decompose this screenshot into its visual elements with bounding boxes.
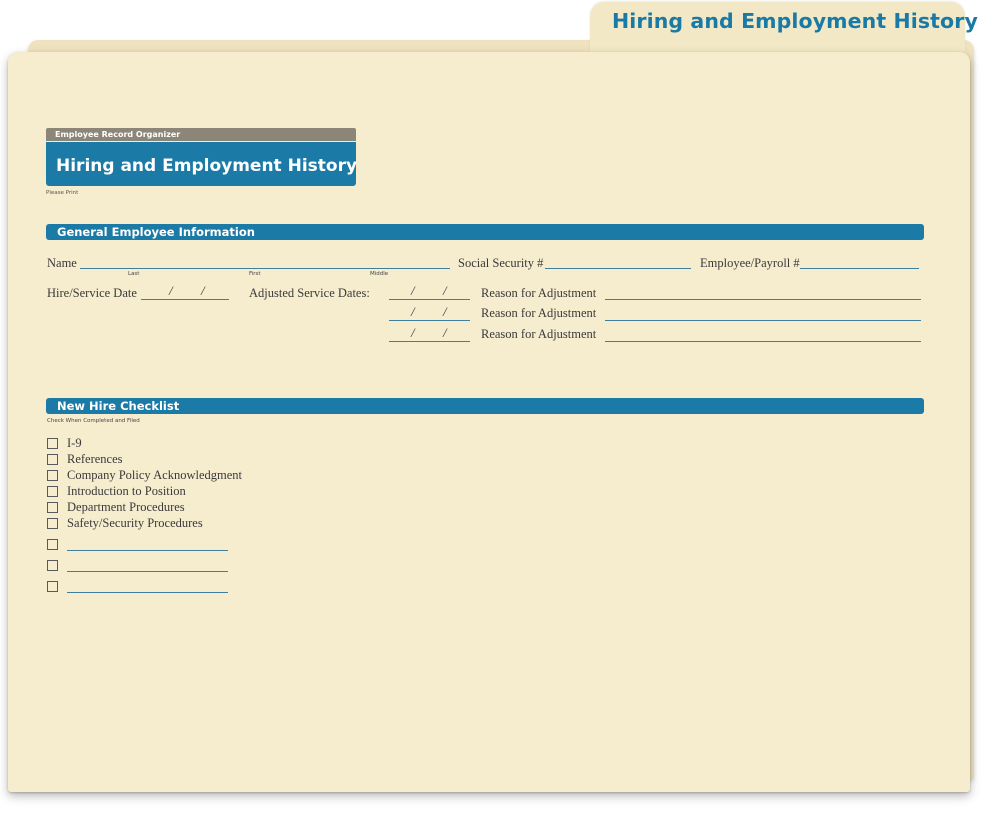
adjusted-date-slash: / [411, 304, 415, 319]
adjusted-date-field-line[interactable] [389, 320, 470, 321]
checklist-section-header: New Hire Checklist [46, 398, 924, 414]
checkbox-safety-security[interactable] [47, 518, 58, 529]
adjusted-dates-label: Adjusted Service Dates: [249, 286, 370, 300]
blank-item-line[interactable] [67, 571, 228, 572]
please-print-note: Please Print [46, 190, 79, 196]
checklist-item-label: I-9 [67, 436, 82, 450]
adjusted-date-slash: / [411, 283, 415, 298]
checklist-item-label: Safety/Security Procedures [67, 516, 203, 530]
reason-label: Reason for Adjustment [481, 327, 597, 341]
hire-date-slash: / [169, 283, 173, 298]
adjusted-date-slash: / [443, 325, 447, 340]
checklist-item-label: Introduction to Position [67, 484, 186, 498]
checklist-item-label: Department Procedures [67, 500, 185, 514]
hire-date-label: Hire/Service Date [47, 286, 137, 300]
name-first-caption: First [249, 271, 261, 277]
general-info-section-header: General Employee Information [46, 224, 924, 240]
checklist-item-label: References [67, 452, 123, 466]
ssn-label: Social Security # [458, 256, 544, 270]
reason-field-line[interactable] [605, 299, 921, 300]
hire-date-slash: / [201, 283, 205, 298]
adjusted-date-slash: / [411, 325, 415, 340]
blank-item-line[interactable] [67, 550, 228, 551]
checkbox-department-procedures[interactable] [47, 502, 58, 513]
checklist-item-label: Company Policy Acknowledgment [67, 468, 242, 482]
ssn-field-line[interactable] [545, 268, 691, 269]
checkbox-blank[interactable] [47, 560, 58, 571]
name-last-caption: Last [128, 271, 140, 277]
payroll-label: Employee/Payroll # [700, 256, 800, 270]
reason-field-line[interactable] [605, 320, 921, 321]
name-field-line[interactable] [80, 268, 450, 269]
checkbox-company-policy[interactable] [47, 470, 58, 481]
checkbox-references[interactable] [47, 454, 58, 465]
adjusted-date-field-line[interactable] [389, 341, 470, 342]
checkbox-blank[interactable] [47, 581, 58, 592]
checkbox-blank[interactable] [47, 539, 58, 550]
blank-item-line[interactable] [67, 592, 228, 593]
organizer-label: Employee Record Organizer [46, 128, 356, 141]
adjusted-date-field-line[interactable] [389, 299, 470, 300]
tab-title: Hiring and Employment History [612, 9, 978, 33]
checklist-instruction: Check When Completed and Filed [47, 418, 140, 424]
form-title: Hiring and Employment History [46, 142, 356, 186]
reason-field-line[interactable] [605, 341, 921, 342]
reason-label: Reason for Adjustment [481, 286, 597, 300]
adjusted-date-slash: / [443, 304, 447, 319]
name-middle-caption: Middle [370, 271, 389, 277]
checkbox-introduction[interactable] [47, 486, 58, 497]
reason-label: Reason for Adjustment [481, 306, 597, 320]
hire-date-field-line[interactable] [141, 299, 229, 300]
checkbox-i9[interactable] [47, 438, 58, 449]
adjusted-date-slash: / [443, 283, 447, 298]
payroll-field-line[interactable] [800, 268, 919, 269]
name-label: Name [47, 256, 77, 270]
